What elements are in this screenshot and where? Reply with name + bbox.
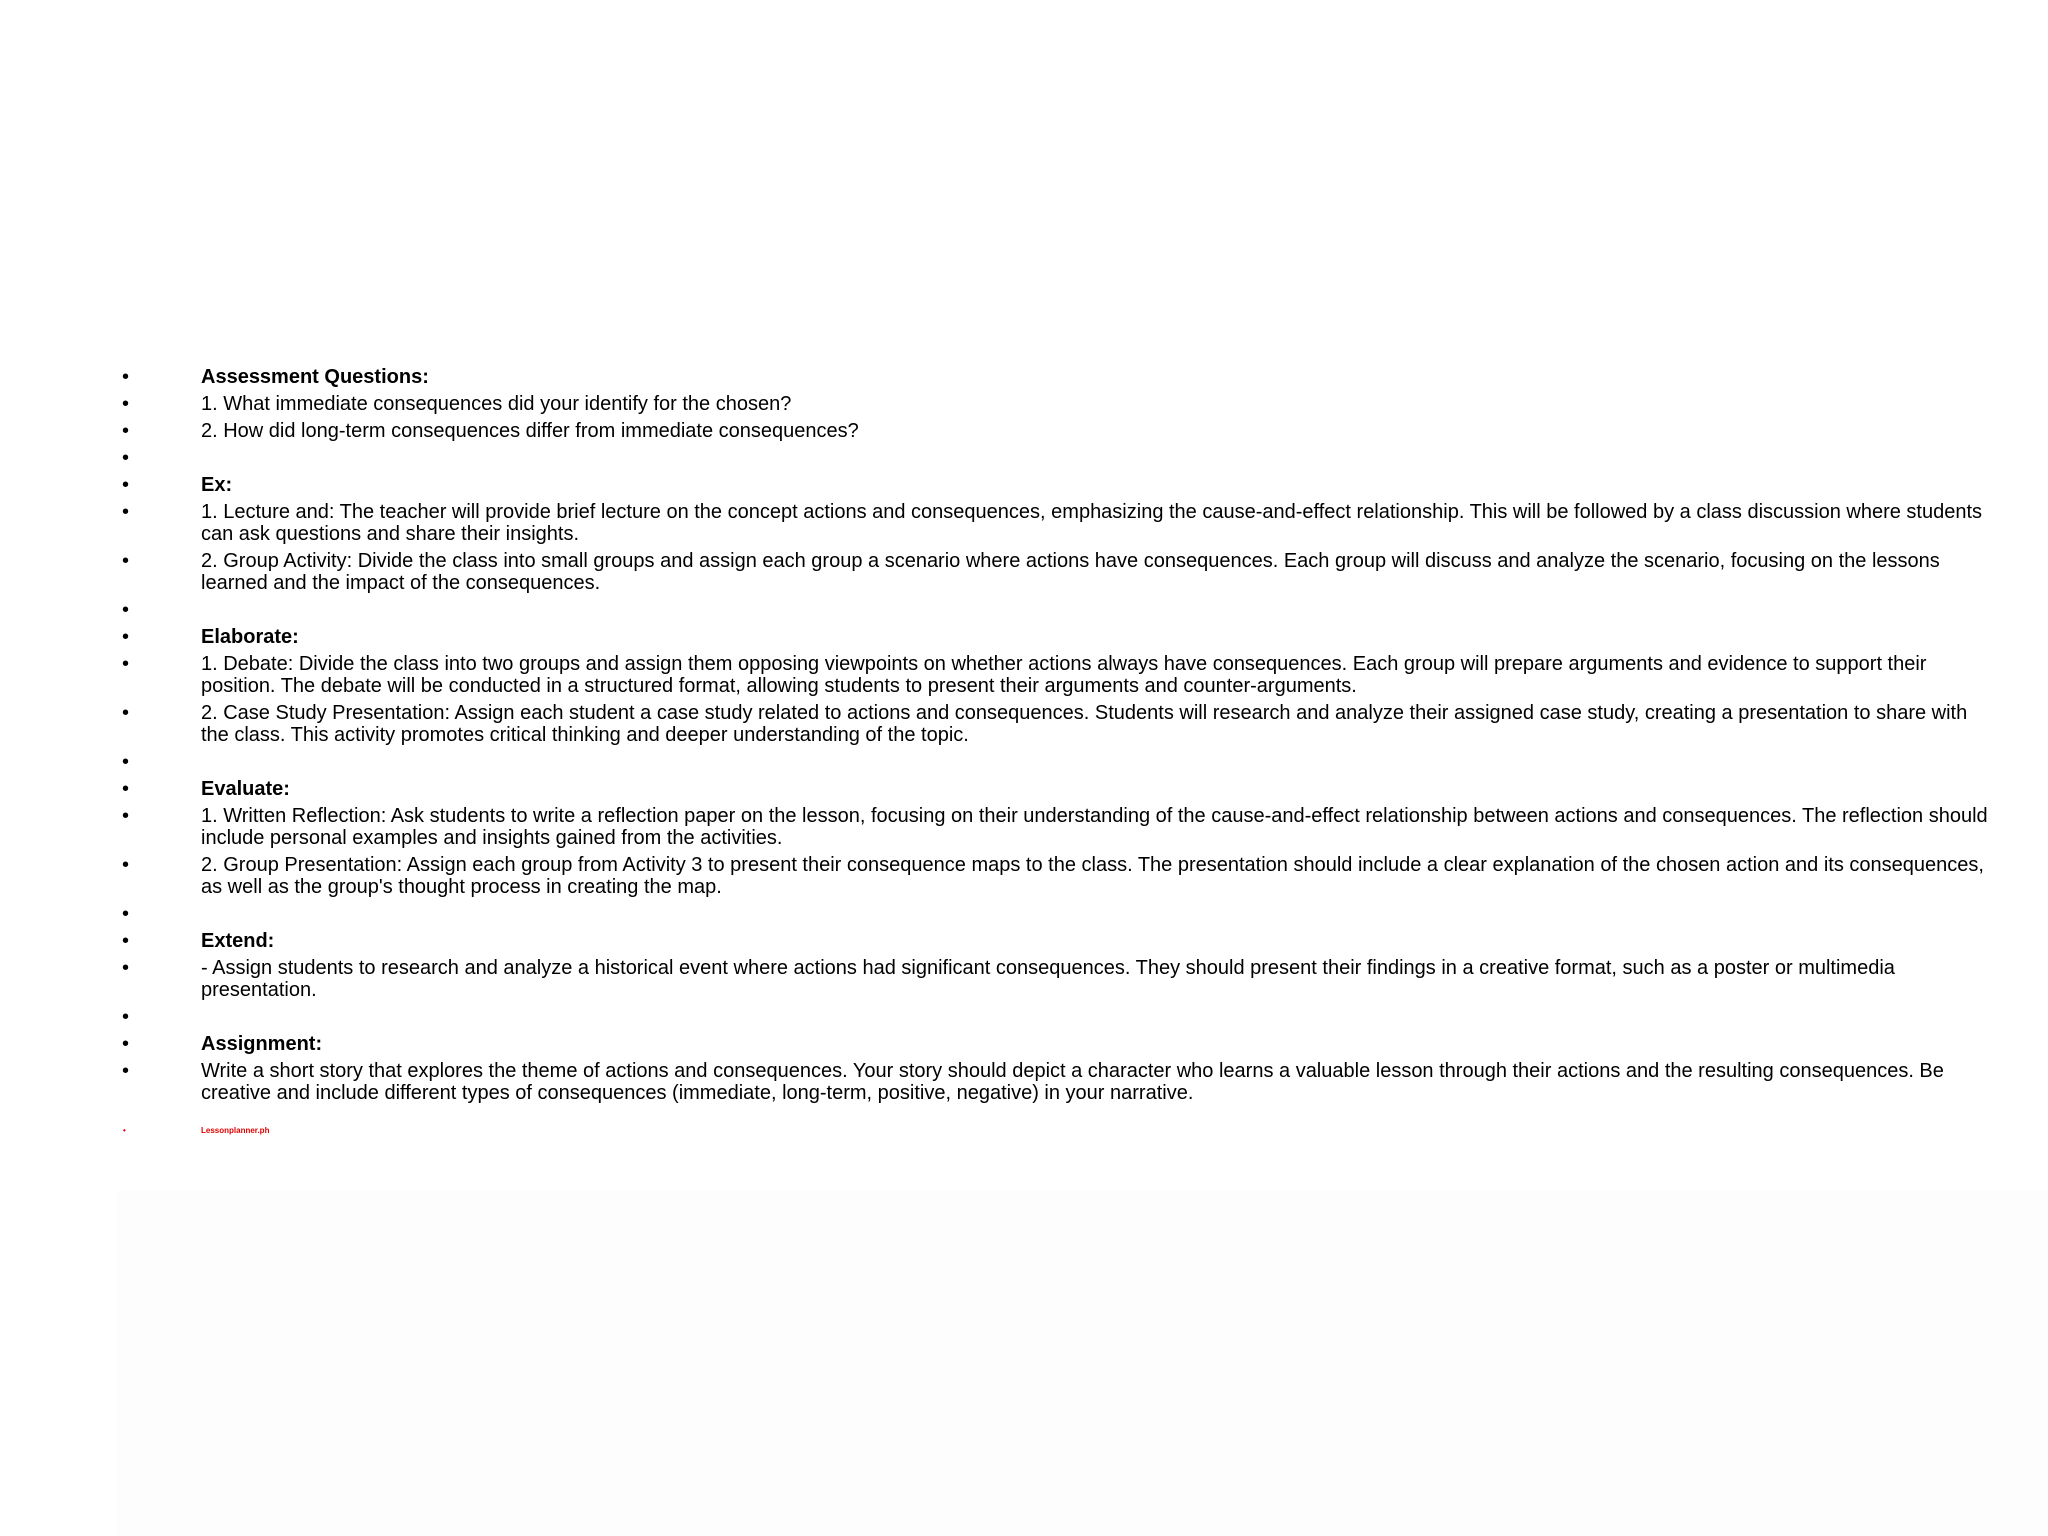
section-heading xyxy=(0,626,2048,648)
list-item-text: 2. Group Presentation: Assign each group from Activity 3 to present their consequence maps to the class. The presentation should include a clear explanation of the chosen action and its consequences, as well as the group's thought process in creating the map. xyxy=(201,854,1984,898)
list-item-text: - Assign students to research and analyze a historical event where actions had significant consequences. They should present their findings in a creative format, such as a poster or multimedia presentation. xyxy=(201,957,1895,1001)
bullet-icon: • xyxy=(122,653,130,675)
bullet-icon: • xyxy=(122,751,130,773)
blank-list-item xyxy=(0,751,2048,773)
bullet-icon: • xyxy=(123,1126,126,1135)
bullet-icon: • xyxy=(122,805,130,827)
bullet-icon: • xyxy=(122,474,130,496)
bullet-icon: • xyxy=(122,501,130,523)
list-item xyxy=(0,420,2048,442)
list-item xyxy=(0,653,2048,697)
bullet-icon: • xyxy=(122,930,130,952)
section-heading-text: Elaborate: xyxy=(201,626,299,648)
section-heading xyxy=(0,1033,2048,1055)
section-heading-text: Extend: xyxy=(201,930,275,952)
section-heading xyxy=(0,778,2048,800)
list-item-text: 1. Debate: Divide the class into two groups and assign them opposing viewpoints on whether actions always have consequences. Each group will prepare arguments and evidence to support their position. The debate will be conducted in a structured format, allowing students to present their arguments and counter-arguments. xyxy=(201,653,1927,697)
footer-credit-text: Lessonplanner.ph xyxy=(201,1126,270,1135)
list-item-text: 1. Lecture and: The teacher will provide brief lecture on the concept actions and consequences, emphasizing the cause-and-effect relationship. This will be followed by a class discussion where students can ask questions and share their insights. xyxy=(201,501,1983,545)
section-heading-text: Assignment: xyxy=(201,1033,323,1055)
bullet-icon: • xyxy=(122,447,130,469)
bullet-icon: • xyxy=(122,1033,130,1055)
list-item-text: 2. Group Activity: Divide the class into small groups and assign each group a scenario where actions have consequences. Each group will discuss and analyze the scenario, focusing on the lessons learned and the impact of the consequences. xyxy=(201,550,1940,594)
list-item-text: Write a short story that explores the theme of actions and consequences. Your story should depict a character who learns a valuable lesson through their actions and the resulting consequences. Be creative and include different types of consequences (immediate, long-term, positive, negative) in your narrative. xyxy=(201,1060,1944,1104)
blank-list-item xyxy=(0,599,2048,621)
blank-list-item xyxy=(0,903,2048,925)
list-item xyxy=(0,393,2048,415)
bullet-icon: • xyxy=(122,420,130,442)
bullet-icon: • xyxy=(122,393,130,415)
section-heading-text: Evaluate: xyxy=(201,778,290,800)
bullet-icon: • xyxy=(122,626,130,648)
footer-credit xyxy=(0,1126,2048,1136)
section-heading xyxy=(0,930,2048,952)
list-item-text: 2. How did long-term consequences differ from immediate consequences? xyxy=(201,420,859,442)
list-item xyxy=(0,550,2048,594)
list-item xyxy=(0,501,2048,545)
section-heading-text: Ex: xyxy=(201,474,233,496)
bullet-icon: • xyxy=(122,599,130,621)
page-shade xyxy=(117,1190,2048,1536)
list-item xyxy=(0,1060,2048,1104)
list-item xyxy=(0,805,2048,849)
blank-list-item xyxy=(0,447,2048,469)
section-heading xyxy=(0,366,2048,388)
section-heading xyxy=(0,474,2048,496)
bullet-icon: • xyxy=(122,1060,130,1082)
list-item-text: 2. Case Study Presentation: Assign each student a case study related to actions and consequences. Students will research and analyze their assigned case study, creating a presentation to share with the class. This activity promotes critical thinking and deeper understanding of the topic. xyxy=(201,702,1968,746)
bullet-icon: • xyxy=(122,702,130,724)
bullet-icon: • xyxy=(122,366,130,388)
list-item xyxy=(0,957,2048,1001)
bullet-icon: • xyxy=(122,903,130,925)
bullet-icon: • xyxy=(122,854,130,876)
blank-list-item xyxy=(0,1006,2048,1028)
list-item-text: 1. Written Reflection: Ask students to write a reflection paper on the lesson, focusing on their understanding of the cause-and-effect relationship between actions and consequences. The reflection should include personal examples and insights gained from the activities. xyxy=(201,805,1988,849)
bullet-icon: • xyxy=(122,550,130,572)
section-heading-text: Assessment Questions: xyxy=(201,366,429,388)
list-item xyxy=(0,702,2048,746)
bullet-icon: • xyxy=(122,957,130,979)
lesson-document xyxy=(0,366,2048,1136)
list-item-text: 1. What immediate consequences did your identify for the chosen? xyxy=(201,393,792,415)
list-item xyxy=(0,854,2048,898)
bullet-icon: • xyxy=(122,778,130,800)
bullet-icon: • xyxy=(122,1006,130,1028)
